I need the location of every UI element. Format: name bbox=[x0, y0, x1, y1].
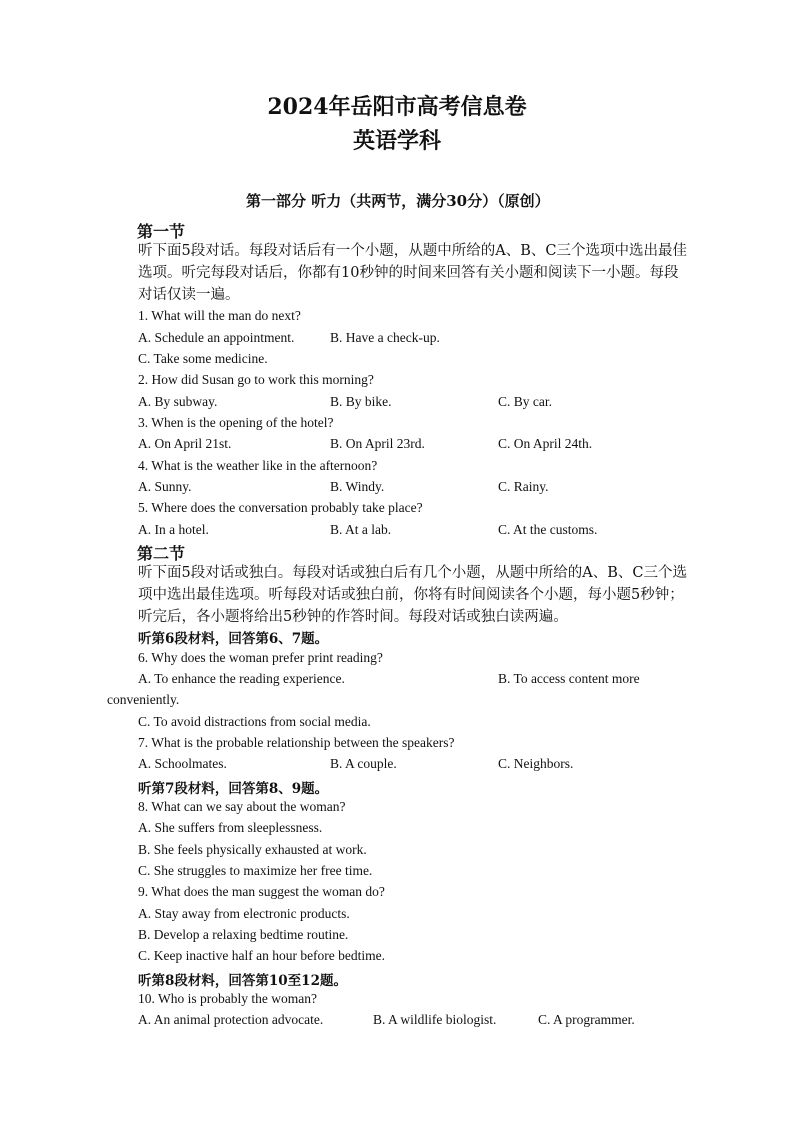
question-8-option-c: C. She struggles to maximize her free time. bbox=[138, 863, 373, 878]
section2-instructions-text: 听下面5段对话或独白。每段对话或独白后有几个小题，从题中所给的A、B、C三个选项中选出最佳选项。听每段对话或独白前，你将有时间阅读各个小题，每小题5秒钟；听完后，各小题将给出5秒钟的作答时间。每段对话或独白读两遍。 bbox=[138, 565, 687, 625]
question-10: 10. Who is probably the woman? bbox=[138, 991, 317, 1006]
question-7-option-c: C. Neighbors. bbox=[498, 756, 574, 771]
question-2: 2. How did Susan go to work this morning? bbox=[138, 372, 374, 387]
question-5-option-b: B. At a lab. bbox=[330, 522, 392, 537]
question-10-option-b: B. A wildlife biologist. bbox=[373, 1012, 497, 1027]
question-10-option-c: C. A programmer. bbox=[538, 1012, 635, 1027]
question-3-option-c: C. On April 24th. bbox=[498, 436, 593, 451]
question-6: 6. Why does the woman prefer print reading? bbox=[138, 650, 383, 665]
section2-instructions bbox=[108, 562, 688, 628]
question-4-option-a: A. Sunny. bbox=[138, 479, 192, 494]
part-heading: 第一部分 听力（共两节，满分30分）（原创） bbox=[246, 192, 550, 210]
exam-subject: 英语学科 bbox=[352, 128, 441, 154]
question-9: 9. What does the man suggest the woman do? bbox=[138, 884, 385, 899]
section1-instructions-text: 听下面5段对话。每段对话后有一个小题，从题中所给的A、B、C三个选项中选出最佳选项。听完每段对话后，你都有10秒钟的时间来回答有关小题和阅读下一小题。每段对话仅读一遍。 bbox=[138, 243, 687, 303]
question-2-option-b: B. By bike. bbox=[330, 394, 392, 409]
question-5-option-a: A. In a hotel. bbox=[138, 522, 209, 537]
material-7-heading: 听第7段材料，回答第8、9题。 bbox=[138, 781, 329, 797]
material-6-heading: 听第6段材料，回答第6、7题。 bbox=[138, 631, 329, 647]
question-2-option-a: A. By subway. bbox=[138, 394, 218, 409]
question-9-option-c: C. Keep inactive half an hour before bedtime. bbox=[138, 948, 386, 963]
question-6-option-b-continued: conveniently. bbox=[107, 692, 180, 707]
question-7-option-b: B. A couple. bbox=[330, 756, 397, 771]
question-3: 3. When is the opening of the hotel? bbox=[138, 415, 334, 430]
question-6-option-a: A. To enhance the reading experience. bbox=[138, 671, 345, 686]
section2-heading: 第二节 bbox=[137, 544, 186, 563]
question-8-option-b: B. She feels physically exhausted at work. bbox=[138, 842, 367, 857]
question-3-option-a: A. On April 21st. bbox=[138, 436, 232, 451]
question-9-option-b: B. Develop a relaxing bedtime routine. bbox=[138, 927, 349, 942]
question-5: 5. Where does the conversation probably take place? bbox=[138, 500, 423, 515]
question-10-option-a: A. An animal protection advocate. bbox=[138, 1012, 324, 1027]
question-2-option-c: C. By car. bbox=[498, 394, 552, 409]
question-1-option-b: B. Have a check-up. bbox=[330, 330, 440, 345]
question-6-option-b: B. To access content more bbox=[498, 671, 640, 686]
question-3-option-b: B. On April 23rd. bbox=[330, 436, 425, 451]
question-1-option-c: C. Take some medicine. bbox=[138, 351, 268, 366]
question-7-option-a: A. Schoolmates. bbox=[138, 756, 227, 771]
question-4-option-c: C. Rainy. bbox=[498, 479, 549, 494]
material-8-heading: 听第8段材料，回答第10至12题。 bbox=[138, 973, 347, 989]
exam-title: 2024年岳阳市高考信息卷 bbox=[267, 94, 527, 120]
question-4-option-b: B. Windy. bbox=[330, 479, 385, 494]
question-4: 4. What is the weather like in the afternoon? bbox=[138, 458, 378, 473]
question-7: 7. What is the probable relationship between the speakers? bbox=[138, 735, 455, 750]
question-1: 1. What will the man do next? bbox=[138, 308, 301, 323]
question-8: 8. What can we say about the woman? bbox=[138, 799, 346, 814]
question-9-option-a: A. Stay away from electronic products. bbox=[138, 906, 350, 921]
section1-instructions bbox=[108, 240, 688, 306]
question-1-option-a: A. Schedule an appointment. bbox=[138, 330, 295, 345]
question-6-option-c: C. To avoid distractions from social media. bbox=[138, 714, 371, 729]
section1-heading: 第一节 bbox=[137, 222, 186, 241]
question-5-option-c: C. At the customs. bbox=[498, 522, 598, 537]
question-8-option-a: A. She suffers from sleeplessness. bbox=[138, 820, 323, 835]
